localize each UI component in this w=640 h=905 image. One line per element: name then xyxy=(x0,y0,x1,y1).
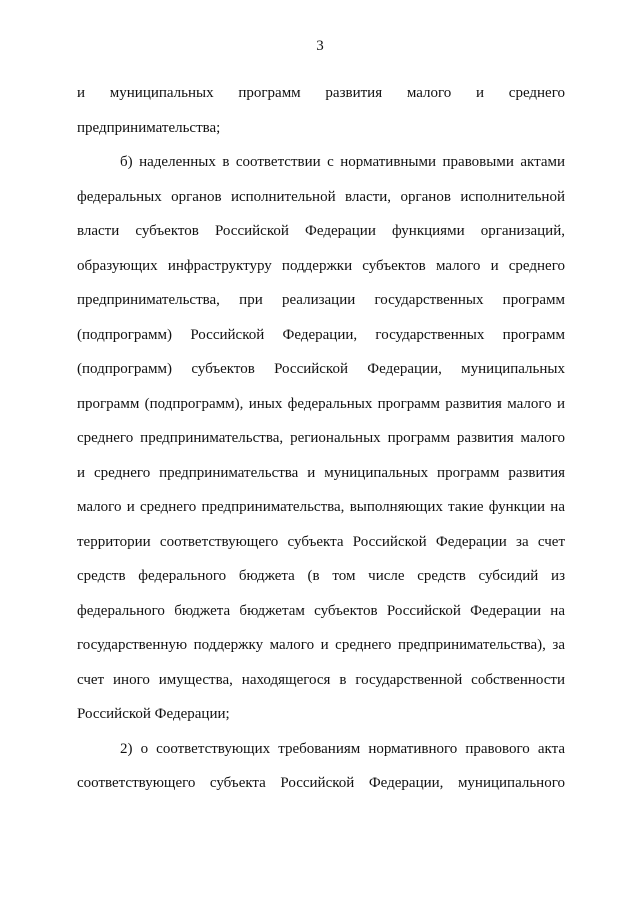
text-line: федеральных органов исполнительной власти, органов исполнительной xyxy=(77,188,565,205)
text-line: 2) о соответствующих требованиям нормативного правового акта xyxy=(120,740,565,757)
document-body xyxy=(77,76,565,801)
text-line: соответствующего субъекта Российской Федерации, муниципального xyxy=(77,775,565,791)
text-line: (подпрограмм) субъектов Российской Федерации, муниципальных xyxy=(77,361,565,377)
text-line: малого и среднего предпринимательства, выполняющих такие функции на xyxy=(77,499,565,515)
text-line: территории соответствующего субъекта Российской Федерации за счет xyxy=(77,533,565,550)
text-line: государственную поддержку малого и среднего предпринимательства), за xyxy=(77,637,565,653)
text-line: (подпрограмм) Российской Федерации, государственных программ xyxy=(77,326,565,343)
text-line: власти субъектов Российской Федерации функциями организаций, xyxy=(77,223,565,239)
text-line: Российской Федерации; xyxy=(77,706,230,722)
text-line: и муниципальных программ развития малого и среднего xyxy=(77,85,565,101)
text-line: и среднего предпринимательства и муниципальных программ развития xyxy=(77,464,565,481)
text-line: программ (подпрограмм), иных федеральных программ развития малого и xyxy=(77,395,565,412)
text-line: предпринимательства; xyxy=(77,119,221,136)
text-line: б) наделенных в соответствии с нормативными правовыми актами xyxy=(120,154,565,170)
text-line: образующих инфраструктуру поддержки субъектов малого и среднего xyxy=(77,257,565,274)
text-line: среднего предпринимательства, региональных программ развития малого xyxy=(77,430,565,446)
text-line: предпринимательства, при реализации государственных программ xyxy=(77,292,565,308)
text-line: счет иного имущества, находящегося в государственной собственности xyxy=(77,671,565,688)
text-line: средств федерального бюджета (в том числе средств субсидий из xyxy=(77,568,565,584)
text-line: федерального бюджета бюджетам субъектов Российской Федерации на xyxy=(77,602,565,619)
page-number: 3 xyxy=(316,38,324,54)
